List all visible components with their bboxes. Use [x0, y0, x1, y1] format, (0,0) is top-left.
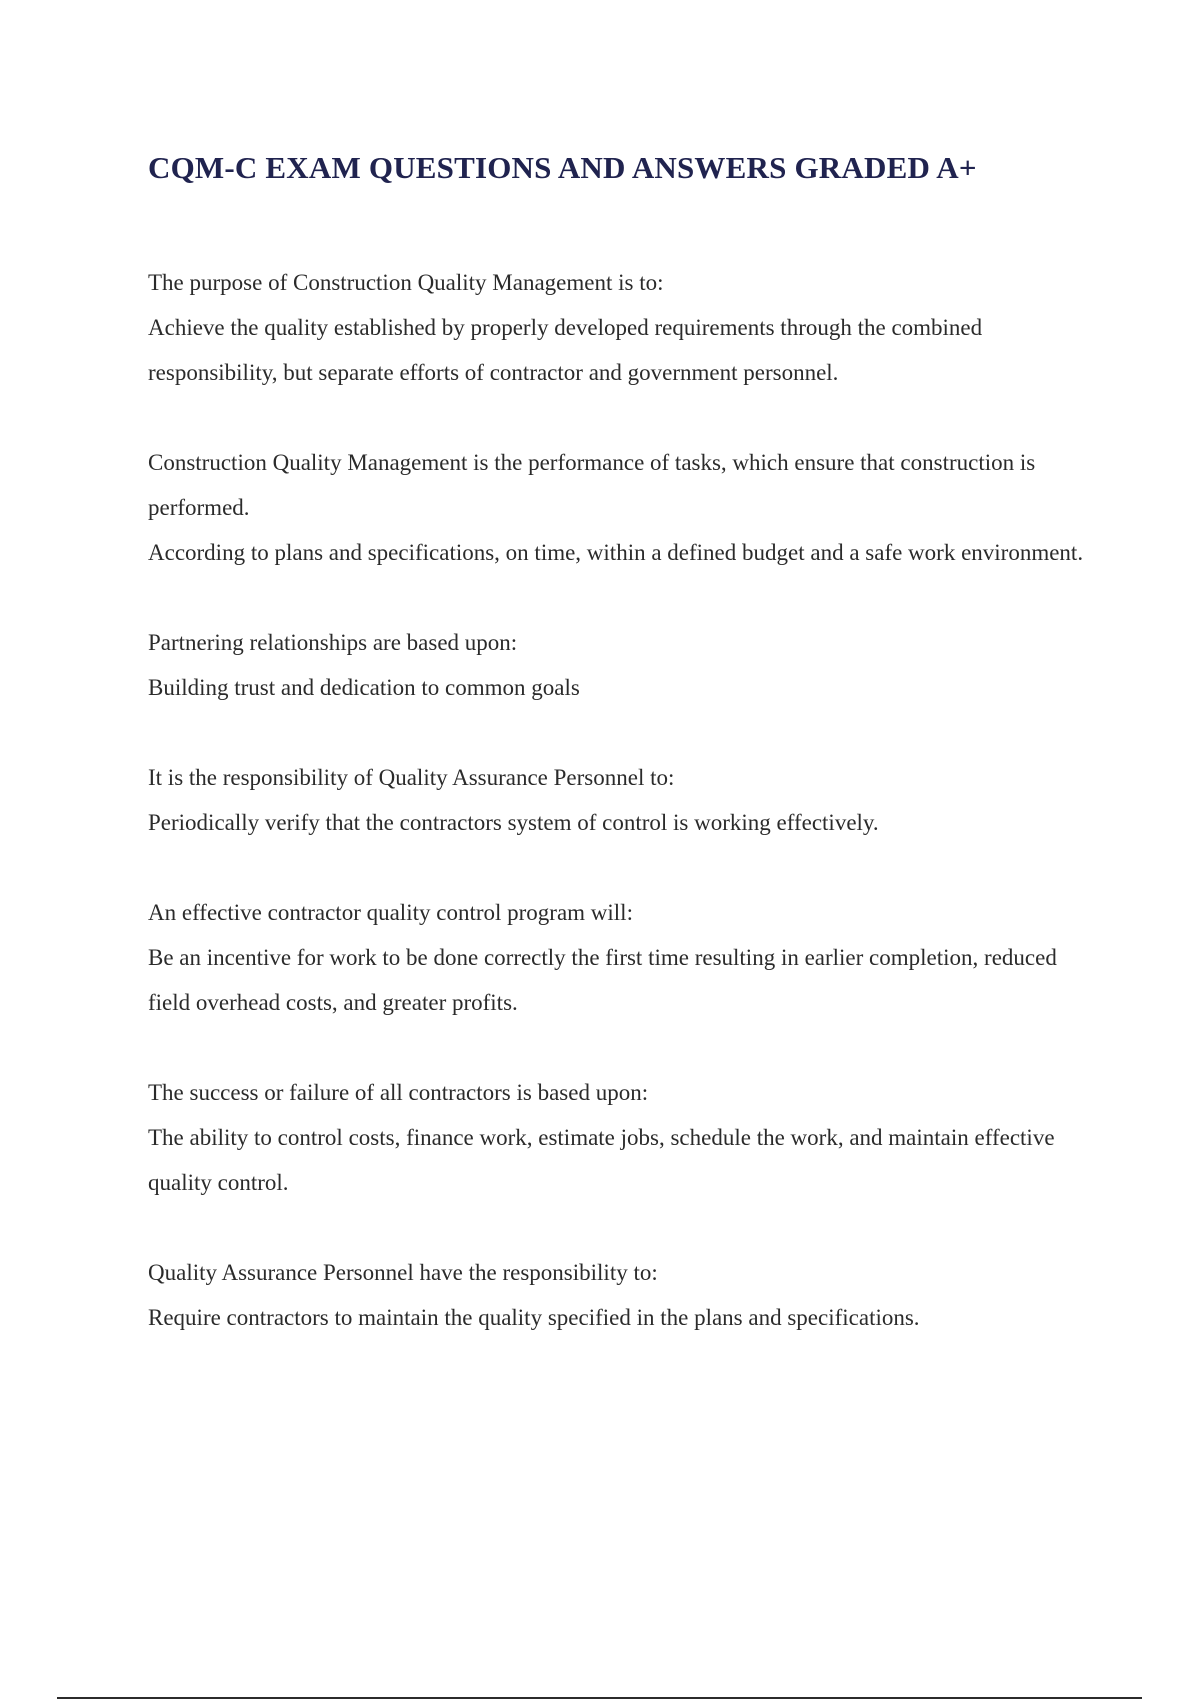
question-text: The purpose of Construction Quality Management is to:: [148, 270, 664, 295]
question-text: Partnering relationships are based upon:: [148, 630, 518, 655]
answer-text: The ability to control costs, finance work, estimate jobs, schedule the work, and maintain effective quality control.: [148, 1125, 1055, 1195]
answer-text: Require contractors to maintain the quality specified in the plans and specifications.: [148, 1305, 920, 1330]
question-text: It is the responsibility of Quality Assurance Personnel to:: [148, 765, 675, 790]
question-text: Construction Quality Management is the performance of tasks, which ensure that construction is performed.: [148, 450, 1036, 520]
page-content: [148, 140, 1098, 1385]
answer-text: According to plans and specifications, on time, within a defined budget and a safe work environment.: [148, 540, 1084, 565]
answer-text: Periodically verify that the contractors system of control is working effectively.: [148, 810, 879, 835]
document-title: CQM-C EXAM QUESTIONS AND ANSWERS GRADED A+: [148, 150, 977, 185]
page-bottom-divider: [57, 1697, 1142, 1699]
answer-text: Building trust and dedication to common goals: [148, 675, 580, 700]
qa-item: [148, 440, 1098, 575]
qa-item: [148, 755, 1098, 845]
question-text: The success or failure of all contractors is based upon:: [148, 1080, 649, 1105]
qa-list: [148, 260, 1098, 1340]
qa-item: [148, 1250, 1098, 1340]
answer-text: Achieve the quality established by properly developed requirements through the combined responsibility, but separate efforts of contractor and government personnel.: [148, 315, 983, 385]
qa-item: [148, 890, 1098, 1025]
answer-text: Be an incentive for work to be done correctly the first time resulting in earlier completion, reduced field overhead costs, and greater profits.: [148, 945, 1057, 1015]
qa-item: [148, 260, 1098, 395]
qa-item: [148, 620, 1098, 710]
question-text: An effective contractor quality control program will:: [148, 900, 633, 925]
question-text: Quality Assurance Personnel have the responsibility to:: [148, 1260, 658, 1285]
qa-item: [148, 1070, 1098, 1205]
